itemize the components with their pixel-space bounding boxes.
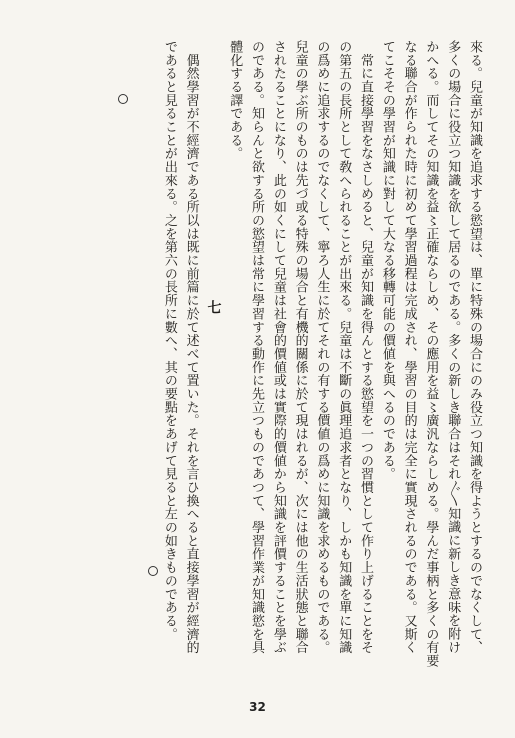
- text-column: の爲めに追求するのでなくして、寧ろ人生に於てそれの有する價値の爲めに知識を求めるものである。: [314, 40, 330, 655]
- body-text: [25, 40, 485, 680]
- text-column: の第五の長所として敎へられることが出來る。兒童は不斷の眞理追求者となり、しかも知識を單に知識: [336, 40, 352, 655]
- text-column: 偶然學習が不經濟である所以は既に前篇に於て述べて置いた。それを言ひ換へると直接學習が經濟的: [183, 40, 199, 655]
- text-column: であると見ることが出來る。之を第六の長所に數へ、其の要點をあげて見ると左の如きものである。: [161, 40, 177, 641]
- section-heading: 七: [205, 300, 222, 315]
- text-column: 體化する譯である。: [227, 40, 243, 161]
- page-number: 32: [249, 700, 266, 714]
- text-column: なる聯合が作られた時に初めて學習過程は完成され、學習の目的は完全に實現されるのである。又斯く: [401, 40, 417, 655]
- ink-mark-icon: [118, 94, 128, 104]
- text-column: されたることになり、此の如くにして兒童は社會的價値或は實際的價値から知識を評價することを學ぶ: [270, 40, 286, 655]
- text-column: 多くの場合に役立つ知識を欲して居るのである。多くの新しき聯合はそれ〴〵知識に新しき意味を附け: [445, 40, 461, 654]
- text-column: 來る。兒童が知識を追求する慾望は、單に特殊の場合にのみ役立つ知識を得ようとするのでなくして、: [467, 40, 482, 655]
- text-column: てこそその學習が知識に對して大なる移轉可能の價値を與へるのである。: [379, 40, 395, 481]
- text-column: 兒童の學ぶ所のものは先づ或る特殊の場合と有機的關係に於て現はれるが、次には他の生活狀態と聯合: [292, 40, 308, 655]
- ink-mark-icon: [148, 566, 158, 576]
- text-column: 常に直接學習をなさしめると、兒童が知識を得んとする慾望を一つの習慣として作り上げることをそ: [358, 40, 374, 655]
- text-column: かへる。而してその知識を益〻正確ならしめ、その應用を益〻廣汎ならしめる。學んだ事柄と多くの有要: [423, 40, 439, 668]
- text-column: のである。知らんと欲する所の慾望は常に學習する動作に先立つものであつて、學習作業が知識慾を具: [249, 40, 265, 655]
